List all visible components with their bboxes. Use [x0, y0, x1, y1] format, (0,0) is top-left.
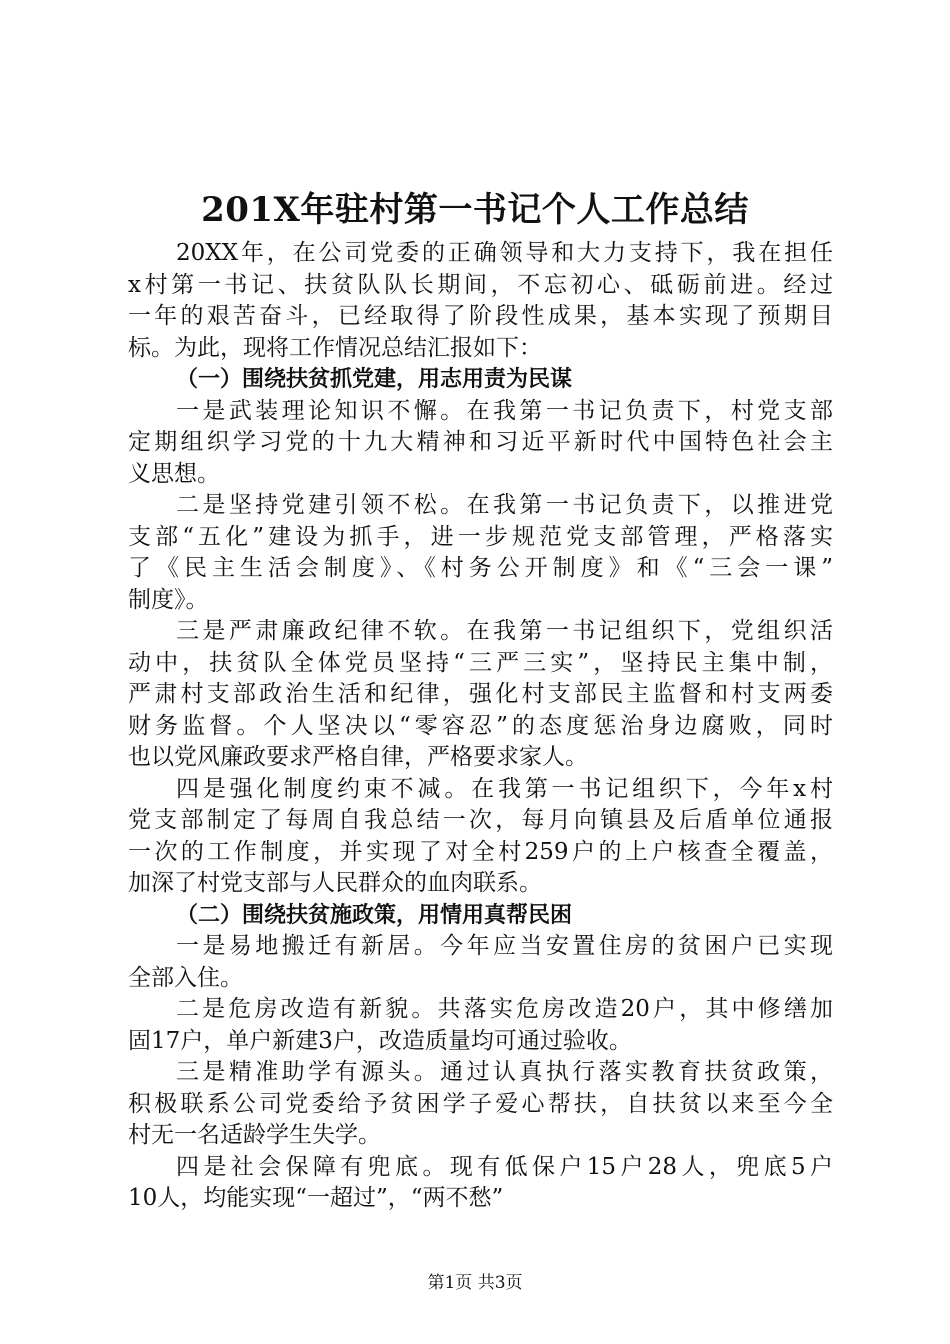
paragraph-line: 制度》。 [128, 586, 209, 613]
document-title: 201X年驻村第一书记个人工作总结 [201, 190, 749, 230]
paragraph-line: 定期组织学习党的十九大精神和习近平新时代中国特色社会主 [128, 429, 833, 455]
section-heading-2: （二）围绕扶贫施政策，用情用真帮民困 [176, 902, 573, 928]
paragraph-line: 三是精准助学有源头。通过认真执行落实教育扶贫政策， [176, 1059, 833, 1085]
paragraph-line: 一次的工作制度，并实现了对全村259户的上户核查全覆盖， [128, 838, 833, 865]
paragraph-line: x村第一书记、扶贫队队长期间，不忘初心、砥砺前进。经过 [128, 271, 833, 298]
paragraph-line: 支部“五化”建设为抓手，进一步规范党支部管理，严格落实 [128, 523, 833, 550]
paragraph-line: 固17户，单户新建3户，改造质量均可通过验收。 [128, 1027, 632, 1054]
paragraph-line: 全部入住。 [128, 964, 243, 991]
paragraph-line: 也以党风廉政要求严格自律，严格要求家人。 [128, 744, 588, 770]
paragraph-line: 二是坚持党建引领不松。在我第一书记负责下，以推进党 [176, 492, 833, 518]
paragraph-line: 财务监督。个人坚决以“零容忍”的态度惩治身边腐败，同时 [128, 712, 833, 739]
paragraph-line: 一是武装理论知识不懈。在我第一书记负责下，村党支部 [176, 397, 833, 424]
paragraph-line: 严肃村支部政治生活和纪律，强化村支部民主监督和村支两委 [128, 681, 833, 707]
paragraph-line: 10人，均能实现“一超过”，“两不愁” [128, 1185, 504, 1211]
paragraph-line: 积极联系公司党委给予贫困学子爱心帮扶，自扶贫以来至今全 [128, 1090, 833, 1117]
paragraph-line: 党支部制定了每周自我总结一次，每月向镇县及后盾单位通报 [128, 807, 833, 833]
paragraph-line: 四是强化制度约束不减。在我第一书记组织下，今年x村 [176, 775, 833, 802]
paragraph-line: 20XX年，在公司党委的正确领导和大力支持下，我在担任 [176, 240, 833, 266]
paragraph-line: 动中，扶贫队全体党员坚持“三严三实”，坚持民主集中制， [128, 649, 833, 676]
paragraph-line: 四是社会保障有兜底。现有低保户15户28人，兜底5户 [176, 1153, 833, 1180]
paragraph-line: 加深了村党支部与人民群众的血肉联系。 [128, 870, 542, 896]
page-footer: 第1页 共3页 [427, 1273, 523, 1293]
paragraph-line: 村无一名适龄学生失学。 [128, 1122, 381, 1148]
paragraph-line: 标。为此，现将工作情况总结汇报如下： [128, 334, 542, 361]
paragraph-line: 义思想。 [128, 460, 220, 487]
paragraph-line: 三是严肃廉政纪律不软。在我第一书记组织下，党组织活 [176, 618, 833, 644]
document-body [128, 238, 833, 1215]
section-heading-1: （一）围绕扶贫抓党建，用志用责为民谋 [176, 367, 573, 392]
paragraph-line: 一是易地搬迁有新居。今年应当安置住房的贫困户已实现 [176, 933, 833, 959]
paragraph-line: 了《民主生活会制度》、《村务公开制度》和《“三会一课” [128, 555, 833, 581]
paragraph-line: 一年的艰苦奋斗，已经取得了阶段性成果，基本实现了预期目 [128, 303, 833, 329]
paragraph-line: 二是危房改造有新貌。共落实危房改造20户，其中修缮加 [176, 996, 833, 1022]
